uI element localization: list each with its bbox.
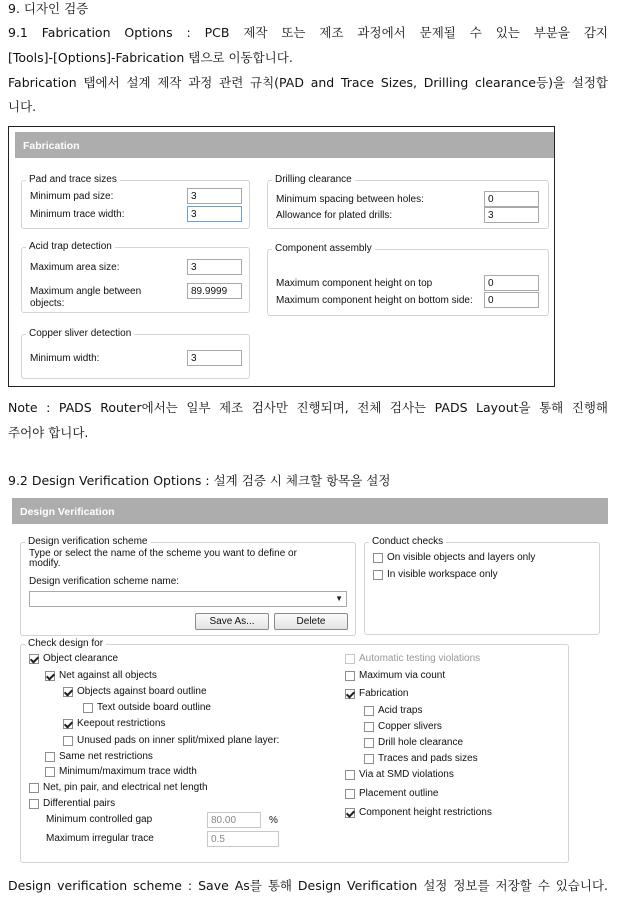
max-via-checkbox[interactable]: [345, 670, 445, 682]
checkbox-box: [345, 654, 355, 664]
via-smd-label: Via at SMD violations: [359, 769, 454, 780]
acid-trap-group: [21, 241, 250, 313]
min-max-trace-checkbox[interactable]: [45, 766, 197, 778]
chevron-down-icon: ▼: [335, 594, 343, 603]
max-area-size-label: Maximum area size:: [30, 262, 120, 273]
checkbox-box: [345, 808, 355, 818]
min-width-input[interactable]: [187, 350, 242, 366]
object-clearance-label: Object clearance: [43, 653, 119, 664]
max-irregular-label: Maximum irregular trace: [46, 833, 154, 844]
dv-section-title: 9.2 Design Verification Options : 설계 검증 시 체크할 항목을 설정: [8, 473, 391, 488]
section-heading: 9. 디자인 검증: [8, 1, 89, 16]
max-angle-label: Maximum angle between objects:: [30, 286, 142, 309]
min-pad-size-input[interactable]: [187, 188, 242, 204]
height-top-label: Maximum component height on top: [276, 278, 433, 289]
check-design-group: [20, 638, 569, 863]
acid-trap-group-title: Acid trap detection: [26, 241, 115, 253]
fabrication-options-panel: [8, 126, 555, 387]
checkbox-box: [45, 671, 55, 681]
save-as-button[interactable]: Save As...: [195, 613, 269, 630]
delete-button[interactable]: Delete: [274, 613, 348, 630]
checkbox-box: [373, 553, 383, 563]
copper-sliver-group: [21, 328, 250, 379]
pad-trace-group-title: Pad and trace sizes: [26, 174, 120, 186]
copper-slivers-checkbox[interactable]: [364, 721, 442, 733]
pad-trace-group: [21, 174, 250, 229]
comp-height-checkbox[interactable]: [345, 807, 492, 819]
height-bottom-label: Maximum component height on bottom side:: [276, 295, 473, 306]
copper-sliver-group-title: Copper sliver detection: [26, 328, 134, 340]
dv-description: Design verification scheme : Save As를 통해 Design Verification 설정 정보를 저장할 수 있습니다.: [8, 878, 608, 893]
fab-menu-path: [Tools]-[Options]-Fabrication 탭으로 이동합니다.: [8, 50, 293, 65]
keepout-checkbox[interactable]: [63, 718, 165, 730]
net-against-all-checkbox[interactable]: [45, 670, 157, 682]
object-clearance-checkbox[interactable]: [29, 653, 118, 665]
checkbox-box: [45, 767, 55, 777]
checkbox-box: [29, 783, 39, 793]
allowance-label: Allowance for plated drills:: [276, 210, 393, 221]
checkbox-box: [364, 706, 374, 716]
fabrication-checkbox[interactable]: [345, 688, 408, 700]
checkbox-box: [364, 738, 374, 748]
conduct-checks-group-title: Conduct checks: [369, 536, 446, 548]
fabrication-header: Fabrication: [15, 132, 554, 158]
checkbox-box: [29, 654, 39, 664]
acid-traps-label: Acid traps: [378, 705, 423, 716]
objects-board-outline-label: Objects against board outline: [77, 686, 207, 697]
keepout-label: Keepout restrictions: [77, 718, 166, 729]
via-smd-checkbox[interactable]: [345, 769, 454, 781]
diff-pairs-checkbox[interactable]: [29, 798, 115, 810]
scheme-group: [20, 536, 356, 636]
unused-pads-label: Unused pads on inner split/mixed plane layer:: [77, 735, 280, 746]
allowance-input[interactable]: [484, 207, 539, 223]
text-outside-checkbox[interactable]: [83, 702, 211, 714]
checkbox-box: [345, 671, 355, 681]
design-verification-panel: [12, 498, 608, 866]
min-trace-width-label: Minimum trace width:: [30, 209, 125, 220]
scheme-instructions: Type or select the name of the scheme you want to define or modify.: [29, 548, 297, 569]
unused-pads-checkbox[interactable]: [63, 735, 279, 747]
auto-testing-checkbox[interactable]: [345, 653, 480, 665]
text-outside-label: Text outside board outline: [97, 702, 211, 713]
fab-description-line2: 니다.: [8, 99, 37, 114]
checkbox-box: [345, 789, 355, 799]
height-bottom-input[interactable]: [484, 292, 539, 308]
scheme-name-label: Design verification scheme name:: [29, 576, 180, 587]
checkbox-box: [63, 736, 73, 746]
comp-height-label: Component height restrictions: [359, 807, 492, 818]
checkbox-box: [345, 689, 355, 699]
min-trace-width-input[interactable]: [187, 206, 242, 222]
min-gap-unit: %: [269, 815, 278, 826]
net-against-all-label: Net against all objects: [59, 670, 157, 681]
workspace-only-label: In visible workspace only: [387, 569, 498, 580]
design-verification-header: Design Verification: [12, 498, 608, 524]
note-line1: Note : PADS Router에서는 일부 제조 검사만 진행되며, 전체 검사는 PADS Layout을 통해 진행해: [8, 400, 608, 415]
checkbox-box: [63, 719, 73, 729]
min-pad-size-label: Minimum pad size:: [30, 191, 114, 202]
note-line2: 주어야 합니다.: [8, 425, 89, 440]
traces-pads-checkbox[interactable]: [364, 753, 478, 765]
conduct-checks-group: [364, 536, 600, 635]
copper-slivers-label: Copper slivers: [378, 721, 442, 732]
fabrication-label: Fabrication: [359, 688, 409, 699]
checkbox-box: [45, 752, 55, 762]
net-pin-pair-label: Net, pin pair, and electrical net length: [43, 782, 208, 793]
acid-traps-checkbox[interactable]: [364, 705, 422, 717]
drilling-clearance-group-title: Drilling clearance: [272, 174, 355, 186]
fab-description-line1: Fabrication 탭에서 설계 제작 과정 관련 규칙(PAD and Trace Sizes, Drilling clearance등)을 설정합: [8, 75, 608, 90]
objects-board-outline-checkbox[interactable]: [63, 686, 207, 698]
net-pin-pair-checkbox[interactable]: [29, 782, 208, 794]
scheme-group-title: Design verification scheme: [25, 536, 151, 548]
min-max-trace-label: Minimum/maximum trace width: [59, 766, 197, 777]
drilling-clearance-group: [267, 174, 549, 229]
max-angle-input[interactable]: [187, 283, 242, 299]
placement-outline-label: Placement outline: [359, 788, 439, 799]
component-assembly-group-title: Component assembly: [272, 243, 375, 255]
checkbox-box: [373, 570, 383, 580]
same-net-label: Same net restrictions: [59, 751, 153, 762]
drill-hole-label: Drill hole clearance: [378, 737, 464, 748]
checkbox-box: [29, 799, 39, 809]
min-spacing-label: Minimum spacing between holes:: [276, 194, 424, 205]
visible-only-label: On visible objects and layers only: [387, 552, 536, 563]
traces-pads-label: Traces and pads sizes: [378, 753, 478, 764]
component-assembly-group: [267, 243, 549, 316]
placement-outline-checkbox[interactable]: [345, 788, 439, 800]
auto-testing-label: Automatic testing violations: [359, 653, 481, 664]
checkbox-box: [364, 754, 374, 764]
workspace-only-checkbox[interactable]: [373, 569, 498, 581]
fab-section-title: 9.1 Fabrication Options : PCB 제작 또는 제조 과정에서 문제될 수 있는 부분을 감지: [8, 25, 608, 40]
checkbox-box: [63, 687, 73, 697]
max-irregular-input[interactable]: [207, 831, 279, 847]
min-gap-label: Minimum controlled gap: [46, 814, 153, 825]
checkbox-box: [83, 703, 93, 713]
min-spacing-input[interactable]: [484, 191, 539, 207]
drill-hole-checkbox[interactable]: [364, 737, 463, 749]
max-via-label: Maximum via count: [359, 670, 446, 681]
diff-pairs-label: Differential pairs: [43, 798, 116, 809]
check-design-group-title: Check design for: [25, 638, 106, 650]
max-area-size-input[interactable]: [187, 259, 242, 275]
min-width-label: Minimum width:: [30, 353, 100, 364]
height-top-input[interactable]: [484, 275, 539, 291]
checkbox-box: [364, 722, 374, 732]
min-gap-input[interactable]: [207, 812, 261, 828]
same-net-checkbox[interactable]: [45, 751, 153, 763]
visible-only-checkbox[interactable]: [373, 552, 535, 564]
scheme-name-dropdown[interactable]: [29, 591, 347, 607]
checkbox-box: [345, 770, 355, 780]
